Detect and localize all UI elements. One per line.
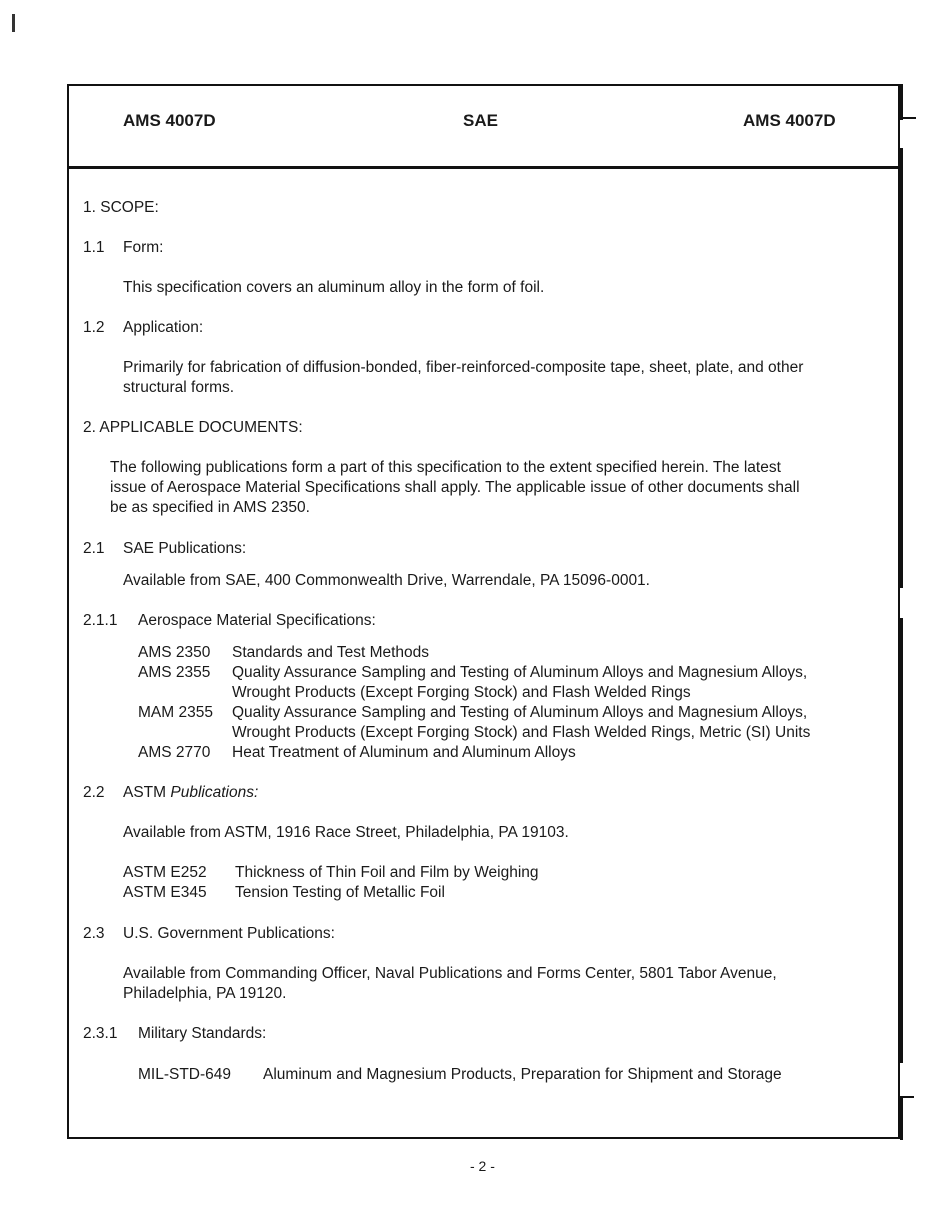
doc-code: MAM 2355 bbox=[138, 704, 213, 721]
section-number: 2.3.1 bbox=[83, 1025, 118, 1042]
section-number: 1.1 bbox=[83, 239, 105, 256]
paragraph-line: be as specified in AMS 2350. bbox=[110, 499, 310, 516]
section-heading: SAE Publications: bbox=[123, 540, 247, 557]
header-rule bbox=[67, 166, 900, 169]
section-number: 2.2 bbox=[83, 784, 105, 801]
revision-mark bbox=[900, 117, 916, 119]
section-heading bbox=[123, 784, 258, 802]
doc-code: AMS 2355 bbox=[138, 664, 211, 681]
revision-mark bbox=[900, 1096, 903, 1140]
section-heading: 1. SCOPE: bbox=[83, 199, 159, 216]
section-number: 2.1 bbox=[83, 540, 105, 557]
section-heading: U.S. Government Publications: bbox=[123, 925, 335, 942]
doc-title: Quality Assurance Sampling and Testing of Aluminum Alloys and Magnesium Alloys, bbox=[232, 704, 808, 721]
paragraph-line: issue of Aerospace Material Specifications shall apply. The applicable issue of other documents shall bbox=[110, 479, 800, 496]
section-heading: Form: bbox=[123, 239, 164, 256]
header-doc-number-left: AMS 4007D bbox=[123, 111, 216, 130]
paragraph-line: Philadelphia, PA 19120. bbox=[123, 985, 287, 1002]
revision-mark bbox=[900, 148, 903, 588]
doc-title: Tension Testing of Metallic Foil bbox=[235, 884, 445, 901]
doc-code: AMS 2350 bbox=[138, 644, 211, 661]
section-number: 2.3 bbox=[83, 925, 105, 942]
doc-title: Standards and Test Methods bbox=[232, 644, 430, 661]
page-number: - 2 - bbox=[470, 1158, 495, 1174]
paragraph: This specification covers an aluminum alloy in the form of foil. bbox=[123, 279, 545, 296]
section-heading: Application: bbox=[123, 319, 204, 336]
doc-title: Wrought Products (Except Forging Stock) and Flash Welded Rings bbox=[232, 684, 691, 701]
scan-artifact bbox=[12, 14, 15, 32]
doc-title: Thickness of Thin Foil and Film by Weighing bbox=[235, 864, 539, 881]
section-heading: Aerospace Material Specifications: bbox=[138, 612, 376, 629]
section-heading: Military Standards: bbox=[138, 1025, 267, 1042]
doc-code: ASTM E252 bbox=[123, 864, 207, 881]
doc-title: Heat Treatment of Aluminum and Aluminum Alloys bbox=[232, 744, 576, 761]
header-org: SAE bbox=[463, 111, 498, 130]
section-number: 2.1.1 bbox=[83, 612, 118, 629]
doc-title: Wrought Products (Except Forging Stock) and Flash Welded Rings, Metric (SI) Units bbox=[232, 724, 811, 741]
doc-title: Aluminum and Magnesium Products, Preparation for Shipment and Storage bbox=[263, 1066, 782, 1083]
paragraph-line: The following publications form a part of this specification to the extent specified herein. The latest bbox=[110, 459, 781, 476]
paragraph-line: Primarily for fabrication of diffusion-bonded, fiber-reinforced-composite tape, sheet, plate, and other bbox=[123, 359, 804, 376]
paragraph-line: structural forms. bbox=[123, 379, 235, 396]
doc-code: AMS 2770 bbox=[138, 744, 211, 761]
paragraph-line: Available from Commanding Officer, Naval Publications and Forms Center, 5801 Tabor Avenue, bbox=[123, 965, 777, 982]
revision-mark bbox=[900, 84, 903, 120]
section-heading-part: Publications: bbox=[170, 784, 259, 801]
paragraph: Available from ASTM, 1916 Race Street, Philadelphia, PA 19103. bbox=[123, 824, 569, 841]
section-heading: 2. APPLICABLE DOCUMENTS: bbox=[83, 419, 303, 436]
paragraph: Available from SAE, 400 Commonwealth Drive, Warrendale, PA 15096-0001. bbox=[123, 572, 650, 589]
doc-code: ASTM E345 bbox=[123, 884, 207, 901]
doc-title: Quality Assurance Sampling and Testing of Aluminum Alloys and Magnesium Alloys, bbox=[232, 664, 808, 681]
revision-mark bbox=[900, 618, 903, 1063]
section-number: 1.2 bbox=[83, 319, 105, 336]
header-doc-number-right: AMS 4007D bbox=[743, 111, 836, 130]
section-heading-part: ASTM bbox=[123, 784, 171, 801]
doc-code: MIL-STD-649 bbox=[138, 1066, 232, 1083]
